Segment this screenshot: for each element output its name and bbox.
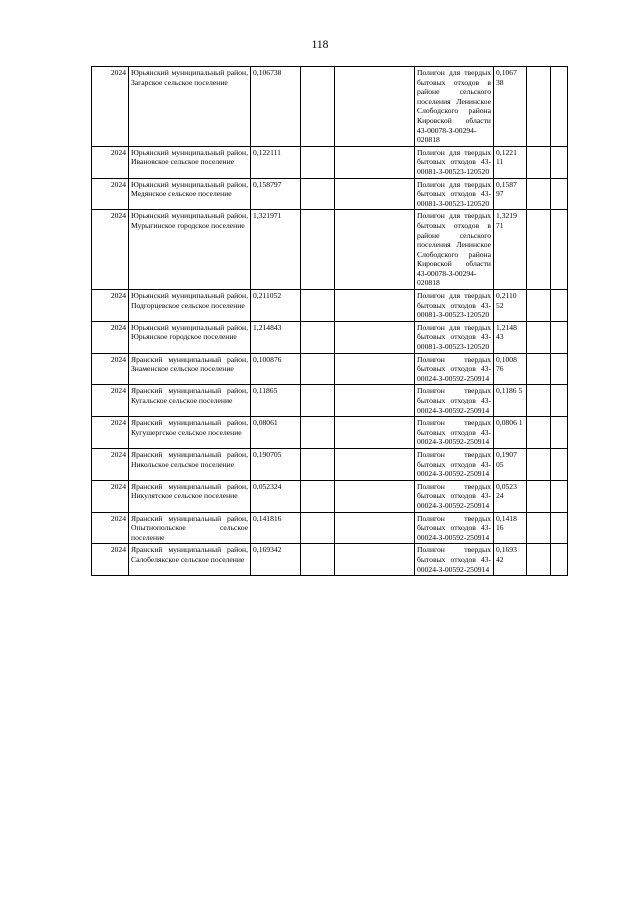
value-share-cell: 1,3219 71 (494, 210, 527, 290)
municipality-cell: Юрьянский муниципальный район, Медянское сельское поселение (129, 178, 251, 210)
facility-cell: Полигон твердых бытовых отходов 43-00024-З-00592-250914 (415, 417, 494, 449)
empty-cell (527, 448, 551, 480)
facility-cell: Полигон для твердых бытовых отходов 43-00081-З-00523-120520 (415, 321, 494, 353)
empty-cell (301, 480, 335, 512)
value-cell: 1,214843 (251, 321, 301, 353)
empty-cell (301, 210, 335, 290)
facility-cell: Полигон для твердых бытовых отходов 43-00081-З-00523-120520 (415, 178, 494, 210)
facility-cell: Полигон для твердых бытовых отходов 43-00081-З-00523-120520 (415, 290, 494, 322)
empty-cell (335, 321, 415, 353)
empty-cell (527, 146, 551, 178)
value-cell: 0,100876 (251, 353, 301, 385)
empty-cell (527, 321, 551, 353)
data-table (91, 66, 568, 576)
table-body (92, 67, 568, 576)
value-share-cell: 0,0806 1 (494, 417, 527, 449)
empty-cell (551, 480, 568, 512)
municipality-cell: Юрьянский муниципальный район, Ивановское сельское поселение (129, 146, 251, 178)
value-share-cell: 0,1221 11 (494, 146, 527, 178)
empty-cell (551, 385, 568, 417)
year-cell: 2024 (92, 544, 129, 576)
municipality-cell: Юрьянский муниципальный район, Загарское сельское поселение (129, 67, 251, 147)
empty-cell (301, 512, 335, 544)
empty-cell (551, 417, 568, 449)
year-cell: 2024 (92, 321, 129, 353)
empty-cell (551, 146, 568, 178)
empty-cell (335, 417, 415, 449)
municipality-cell: Яранский муниципальный район, Никулятское сельское поселение (129, 480, 251, 512)
facility-cell: Полигон для твердых бытовых отходов в районе сельского поселения Ленинское Слободского района Кировской области 43-00078-З-00294-020818 (415, 210, 494, 290)
empty-cell (551, 321, 568, 353)
municipality-cell: Яранский муниципальный район, Опытнопольское сельское поселение (129, 512, 251, 544)
empty-cell (527, 210, 551, 290)
empty-cell (551, 178, 568, 210)
empty-cell (301, 544, 335, 576)
municipality-cell: Юрьянский муниципальный район, Юрьянское городское поселение (129, 321, 251, 353)
empty-cell (335, 290, 415, 322)
year-cell: 2024 (92, 417, 129, 449)
empty-cell (301, 178, 335, 210)
empty-cell (551, 544, 568, 576)
municipality-cell: Яранский муниципальный район, Салобелякское сельское поселение (129, 544, 251, 576)
empty-cell (335, 385, 415, 417)
empty-cell (335, 544, 415, 576)
value-share-cell: 1,2148 43 (494, 321, 527, 353)
table-row (92, 353, 568, 385)
empty-cell (335, 178, 415, 210)
value-cell: 0,122111 (251, 146, 301, 178)
facility-cell: Полигон для твердых бытовых отходов 43-00081-З-00523-120520 (415, 146, 494, 178)
empty-cell (527, 353, 551, 385)
empty-cell (301, 146, 335, 178)
empty-cell (551, 353, 568, 385)
value-share-cell: 0,1693 42 (494, 544, 527, 576)
empty-cell (527, 544, 551, 576)
value-share-cell: 0,1008 76 (494, 353, 527, 385)
empty-cell (335, 448, 415, 480)
empty-cell (551, 512, 568, 544)
page-number: 118 (311, 39, 329, 51)
year-cell: 2024 (92, 67, 129, 147)
year-cell: 2024 (92, 480, 129, 512)
empty-cell (551, 210, 568, 290)
value-cell: 0,106738 (251, 67, 301, 147)
empty-cell (551, 290, 568, 322)
table-row (92, 480, 568, 512)
table-row (92, 512, 568, 544)
empty-cell (527, 417, 551, 449)
empty-cell (527, 385, 551, 417)
empty-cell (335, 480, 415, 512)
municipality-cell: Юрьянский муниципальный район, Мурыгинское городское поселение (129, 210, 251, 290)
facility-cell: Полигон твердых бытовых отходов 43-00024-З-00592-250914 (415, 512, 494, 544)
facility-cell: Полигон твердых бытовых отходов 43-00024-З-00592-250914 (415, 385, 494, 417)
year-cell: 2024 (92, 512, 129, 544)
facility-cell: Полигон твердых бытовых отходов 43-00024-З-00592-250914 (415, 353, 494, 385)
empty-cell (301, 67, 335, 147)
value-cell: 0,158797 (251, 178, 301, 210)
facility-cell: Полигон твердых бытовых отходов 43-00024-З-00592-250914 (415, 544, 494, 576)
value-cell: 0,190705 (251, 448, 301, 480)
empty-cell (527, 480, 551, 512)
empty-cell (551, 448, 568, 480)
year-cell: 2024 (92, 448, 129, 480)
value-share-cell: 0,1418 16 (494, 512, 527, 544)
table-row (92, 321, 568, 353)
year-cell: 2024 (92, 210, 129, 290)
empty-cell (335, 210, 415, 290)
table-row (92, 544, 568, 576)
table-row (92, 67, 568, 147)
empty-cell (335, 353, 415, 385)
value-cell: 0,211052 (251, 290, 301, 322)
empty-cell (527, 512, 551, 544)
table-row (92, 146, 568, 178)
empty-cell (301, 290, 335, 322)
value-cell: 1,321971 (251, 210, 301, 290)
empty-cell (301, 448, 335, 480)
value-cell: 0,169342 (251, 544, 301, 576)
empty-cell (527, 178, 551, 210)
value-cell: 0,052324 (251, 480, 301, 512)
year-cell: 2024 (92, 146, 129, 178)
year-cell: 2024 (92, 290, 129, 322)
empty-cell (301, 385, 335, 417)
empty-cell (301, 321, 335, 353)
year-cell: 2024 (92, 353, 129, 385)
table-row (92, 385, 568, 417)
facility-cell: Полигон твердых бытовых отходов 43-00024-З-00592-250914 (415, 448, 494, 480)
year-cell: 2024 (92, 385, 129, 417)
value-cell: 0,08061 (251, 417, 301, 449)
table-row (92, 210, 568, 290)
table-row (92, 417, 568, 449)
municipality-cell: Яранский муниципальный район, Кугальское сельское поселение (129, 385, 251, 417)
empty-cell (301, 353, 335, 385)
empty-cell (551, 67, 568, 147)
empty-cell (527, 67, 551, 147)
empty-cell (335, 146, 415, 178)
empty-cell (527, 290, 551, 322)
municipality-cell: Яранский муниципальный район, Никольское сельское поселение (129, 448, 251, 480)
value-share-cell: 0,1186 5 (494, 385, 527, 417)
empty-cell (301, 417, 335, 449)
year-cell: 2024 (92, 178, 129, 210)
value-share-cell: 0,1587 97 (494, 178, 527, 210)
facility-cell: Полигон для твердых бытовых отходов в районе сельского поселения Ленинское Слободского района Кировской области 43-00078-З-00294-020818 (415, 67, 494, 147)
value-share-cell: 0,1907 05 (494, 448, 527, 480)
empty-cell (335, 512, 415, 544)
value-share-cell: 0,1067 38 (494, 67, 527, 147)
municipality-cell: Яранский муниципальный район, Знаменское сельское поселение (129, 353, 251, 385)
value-cell: 0,11865 (251, 385, 301, 417)
empty-cell (335, 67, 415, 147)
facility-cell: Полигон твердых бытовых отходов 43-00024-З-00592-250914 (415, 480, 494, 512)
municipality-cell: Юрьянский муниципальный район, Подгорцевское сельское поселение (129, 290, 251, 322)
municipality-cell: Яранский муниципальный район, Кугушергское сельское поселение (129, 417, 251, 449)
value-share-cell: 0,2110 52 (494, 290, 527, 322)
value-share-cell: 0,0523 24 (494, 480, 527, 512)
table-row (92, 290, 568, 322)
value-cell: 0,141816 (251, 512, 301, 544)
table-row (92, 178, 568, 210)
table-row (92, 448, 568, 480)
